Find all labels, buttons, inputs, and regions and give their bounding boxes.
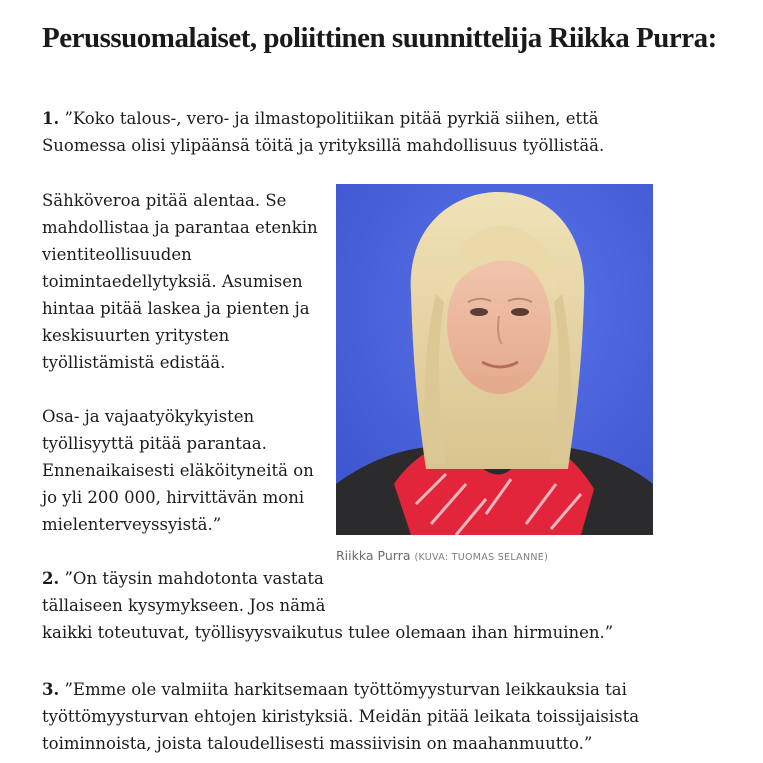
right-eye [511,308,529,316]
left-eye [470,308,488,316]
answer-text: kaikki toteutuvat, työllisyysvaikutus tulee olemaan ihan hirmuinen.” [42,623,614,642]
caption-name: Riikka Purra [336,548,411,563]
answer-1-paragraph [42,105,682,159]
answer-text: ”Koko talous-, vero- ja ilmastopolitiikan pitää pyrkiä siihen, että Suomessa olisi ylipäänsä töitä ja yrityksillä mahdollisuus työllistää. [42,109,605,155]
answer-1-paragraph-2 [42,187,332,376]
answer-number: 1. [42,109,60,128]
answer-2-paragraph [42,565,682,646]
answer-1-paragraph-3 [42,403,332,538]
article-headline: Perussuomalaiset, poliittinen suunnittelija Riikka Purra: [42,22,717,54]
answer-text: ”Emme ole valmiita harkitsemaan työttömyysturvan leikkauksia tai työttömyysturvan ehtojen kiristyksiä. Meidän pitää leikata toissijaisista toiminnoista, joista taloudellisesti massiivisin on maahanmuutto.” [42,680,640,753]
answer-number: 3. [42,680,60,699]
answer-text: ”On täysin mahdotonta vastata tällaiseen kysymykseen. Jos nämä [42,569,326,615]
photo-caption [336,548,548,563]
answer-3-paragraph [42,676,702,757]
answer-number: 2. [42,569,60,588]
portrait-photo [336,184,653,535]
answer-text: Sähköveroa pitää alentaa. Se mahdollistaa ja parantaa etenkin vientiteollisuuden toimintaedellytyksiä. Asumisen hintaa pitää laskea ja pienten ja keskisuurten yritysten työllistämistä edistää. [42,191,318,372]
answer-2-line-a [42,565,334,619]
caption-credit: (KUVA: TUOMAS SELANNE) [414,552,549,563]
answer-text: Osa- ja vajaatyökykyisten työllisyyttä pitää parantaa. Ennenaikaisesti eläköityneitä on jo yli 200 000, hirvittävän moni mielenterveyssyistä.” [42,407,314,534]
portrait-illustration [336,184,653,535]
